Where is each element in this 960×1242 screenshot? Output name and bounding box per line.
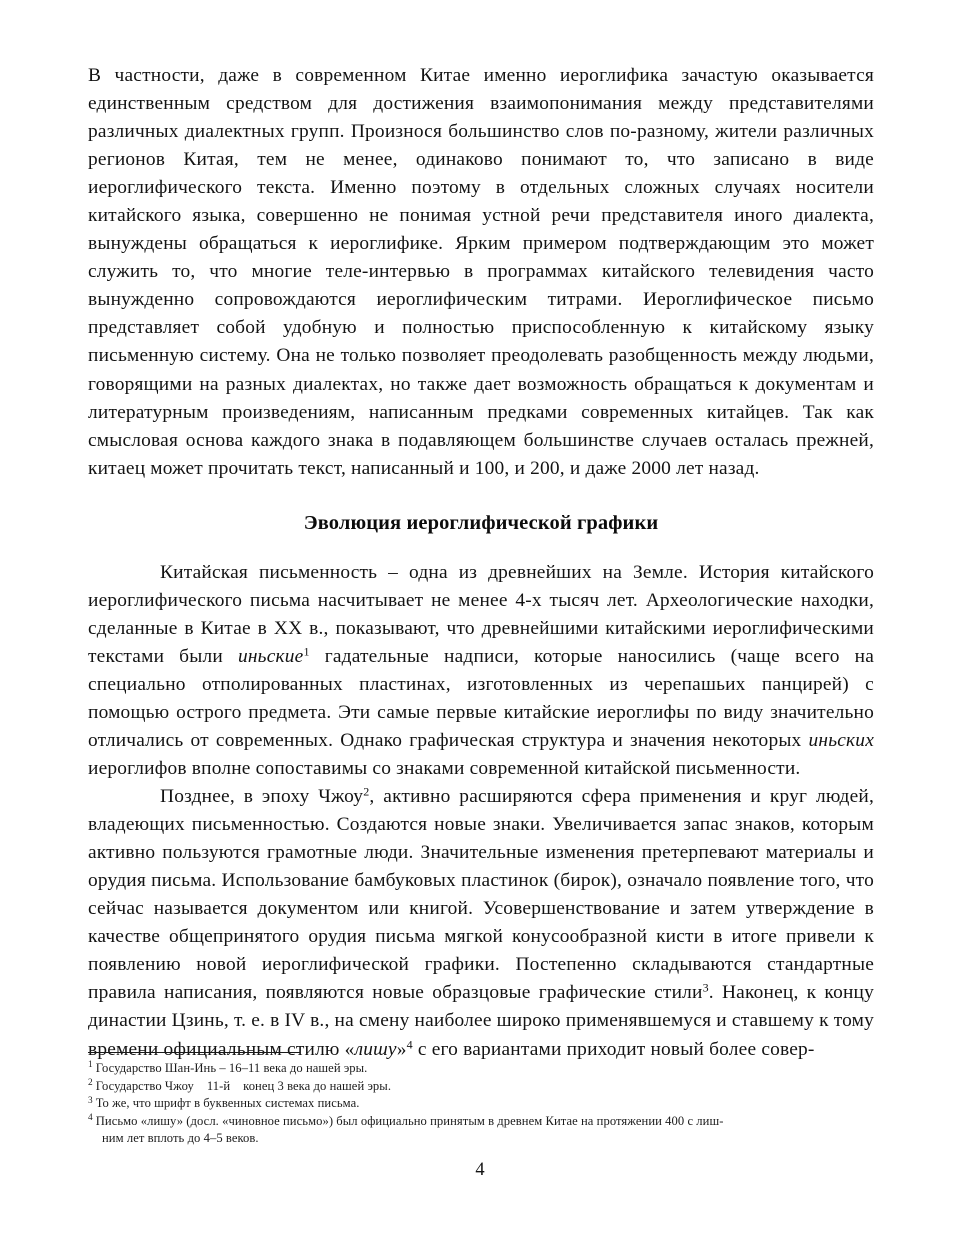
paragraph-zhou-text-1: Позднее, в эпоху Чжоу bbox=[160, 786, 364, 808]
footnote-2 bbox=[88, 1078, 878, 1096]
footnote-separator-rule bbox=[88, 1052, 300, 1053]
footnote-number-1: 1 bbox=[88, 1060, 93, 1071]
footnote-4-continuation: ним лет вплоть до 4–5 веков. bbox=[102, 1131, 259, 1146]
paragraph-origins-text-2: гадательные надписи, которые наносились (чаще всего на специально отполированных пластинах, изготовленных из черепашьих панцирей) с помощью острого предмета. Эти самые первые китайские иероглифы по виду значительно отличались от современных. Однако графическая структура и значения некоторых bbox=[88, 645, 874, 751]
page-number: 4 bbox=[475, 1160, 485, 1180]
footnote-2-text-before: Государство Чжоу bbox=[95, 1078, 194, 1093]
footnote-4 bbox=[88, 1113, 878, 1131]
page-content bbox=[88, 62, 874, 1064]
footnote-1 bbox=[88, 1060, 878, 1078]
term-inskie-1: иньские bbox=[237, 645, 304, 667]
footnote-1-text: Государство Шан-Инь – 16–11 века до нашей эры. bbox=[95, 1061, 368, 1075]
footnote-number-4: 4 bbox=[88, 1113, 93, 1124]
paragraph-origins-text-3: иероглифов вполне сопоставимы со знаками современной китайской письменности. bbox=[88, 758, 801, 780]
footnote-number-3: 3 bbox=[88, 1095, 93, 1106]
footnote-2-text-middle: 11-й bbox=[206, 1078, 231, 1093]
footnote-number-2: 2 bbox=[88, 1077, 93, 1088]
term-lishu: лишу bbox=[354, 1038, 397, 1060]
paragraph-zhou-text-4: » bbox=[396, 1038, 407, 1060]
paragraph-zhou bbox=[88, 783, 874, 1063]
footnote-ref-1[interactable]: 1 bbox=[303, 644, 310, 659]
paragraph-origins-text-1: Китайская письменность – одна из древнейших на Земле. История китайского иероглифического письма насчитывает не менее 4-х тысяч лет. Археологические находки, сделанные в Китае в XX в., показывают, что древнейшими китайскими иероглифическими текстами были bbox=[88, 561, 874, 667]
paragraph-origins bbox=[88, 559, 874, 783]
footnote-3 bbox=[88, 1095, 878, 1113]
footnote-ref-3[interactable]: 3 bbox=[702, 980, 709, 995]
footnote-3-text: То же, что шрифт в буквенных системах письма. bbox=[95, 1096, 360, 1111]
spacer-after-heading bbox=[88, 537, 874, 559]
paragraph-zhou-text-2: , активно расширяются сфера применения и круг людей, владеющих письменностью. Создаются новые знаки. Увеличивается запас знаков, которым активно пользуются грамотные люди. Значительные изменения претерпевают материалы и орудия письма. Использование бамбуковых пластинок (бирок), означало появление того, что сейчас называется документом или книгой. Усовершенствование и затем утверждение в качестве общепринятого орудия письма мягкой конусообразной кисти в итоге привели к появлению новой иероглифической графики. Постепенно складываются стандартные правила написания, появляются новые образцовые графические стили bbox=[88, 786, 874, 1004]
footnote-2-text-after: конец 3 века до нашей эры. bbox=[243, 1078, 392, 1093]
footnote-ref-4[interactable]: 4 bbox=[406, 1036, 413, 1051]
footnote-ref-2[interactable]: 2 bbox=[363, 784, 370, 799]
paragraph-intro: В частности, даже в современном Китае именно иероглифика зачастую оказывается единственным средством для достижения взаимопонимания между представителями различных диалектных групп. Произнося большинство слов по-разному, жители различных регионов Китая, тем не менее, одинаково понимают то, что записано в виде иероглифического текста. Именно поэтому в отдельных сложных случаях носители китайского языка, совершенно не понимая устной речи представителя иного диалекта, вынуждены обращаться к иероглифике. Ярким примером подтверждающим это может служить то, что многие теле-интервью в программах китайского телевидения часто вынужденно сопровождаются иероглифическим титрами. Иероглифическое письмо представляет собой удобную и полностью приспособленную к китайскому языку письменную систему. Она не только позволяет преодолевать разобщенность между людьми, говорящими на разных диалектах, но также дает возможность обращаться к документам и литературным произведениям, написанным предками современных китайцев. Так как смысловая основа каждого знака в подавляющем большинстве случаев осталась прежней, китаец может прочитать текст, написанный и 100, и 200, и даже 2000 лет назад. bbox=[88, 65, 874, 479]
term-inskie-2: иньских bbox=[808, 729, 874, 751]
section-heading: Эволюция иероглифической графики bbox=[303, 511, 659, 534]
footnote-4-text-line-1: Письмо «лишу» (досл. «чиновное письмо») был официально принятым в древнем Китае на протяжении 400 с лиш- bbox=[95, 1113, 724, 1128]
footnote-section bbox=[88, 1052, 878, 1148]
paragraph-zhou-text-5: с его вариантами приходит новый более совер- bbox=[412, 1038, 815, 1060]
paragraph-zhou-text-3: . Наконец, к концу династии Цзинь, т. е. в IV в., на смену наиболее широко применявшемуся и ставшему к тому времени официальным стилю « bbox=[88, 982, 875, 1060]
spacer-before-heading bbox=[88, 483, 874, 509]
